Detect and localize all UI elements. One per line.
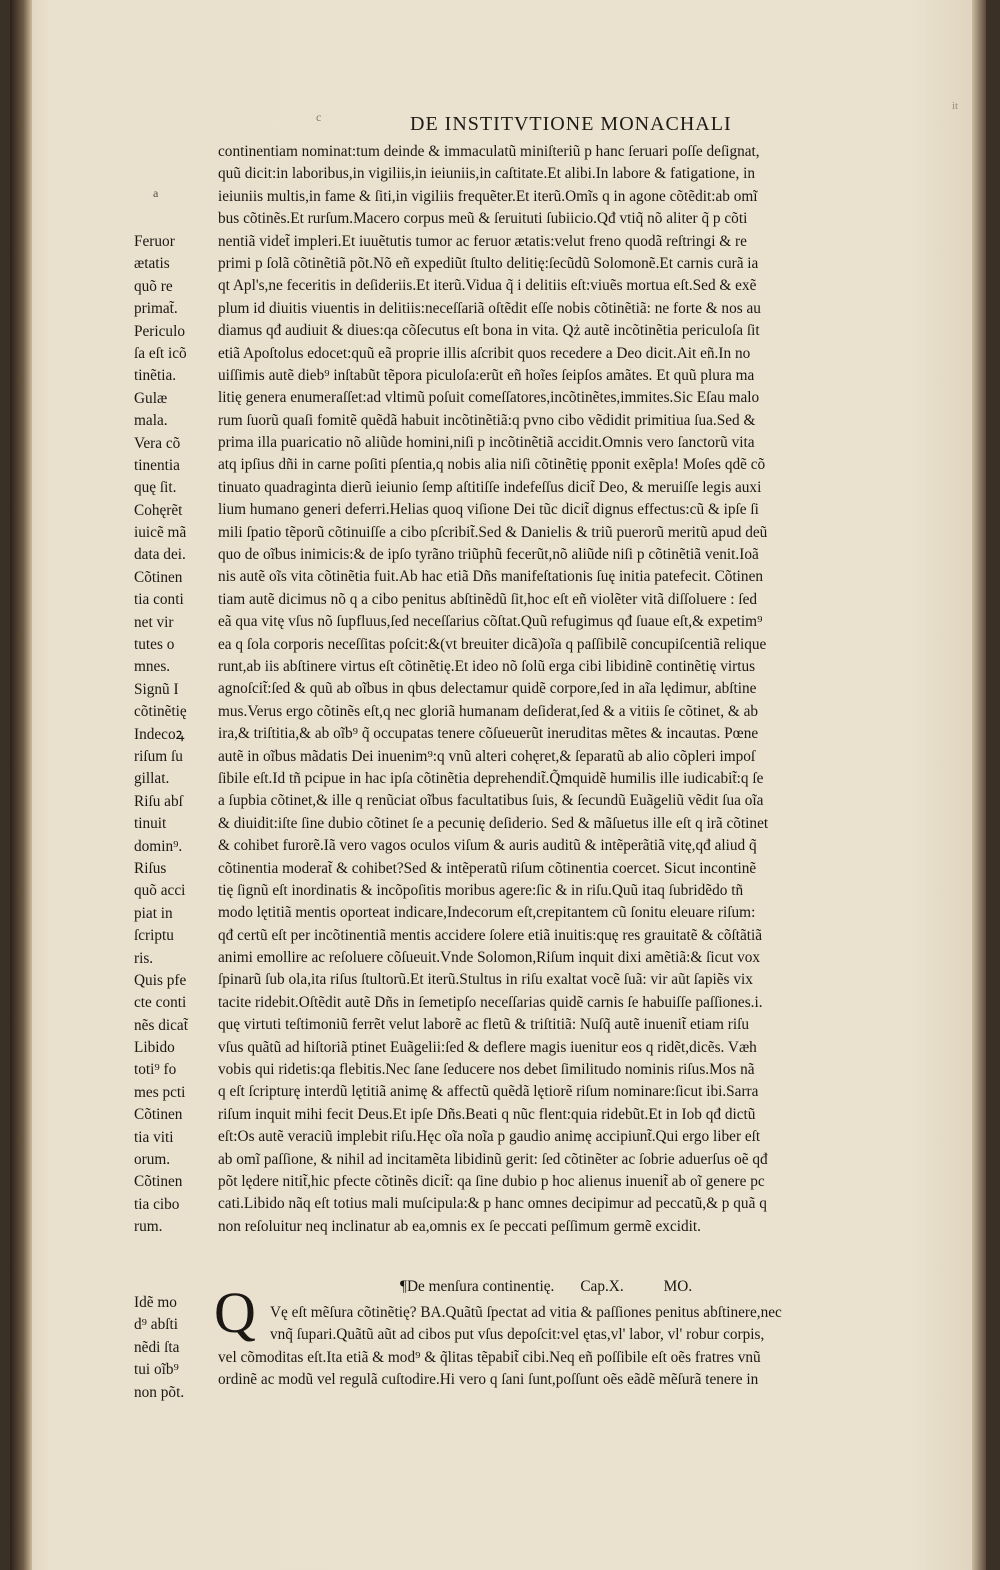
chapter-number: Cap.X. [580, 1278, 624, 1295]
text-line: riſum ſu [134, 747, 183, 765]
text-line: continentiam nominat:tum deinde & immaculatũ miniſteriũ p hanc ſeruari poſſe deſignat, [218, 143, 760, 160]
text-line: ea q ſola corporis neceſſitas poſcit:&(vt breuiter dicã)oĩa q paſſibilẽ concupiſcentiã relique [218, 635, 767, 653]
text-line: eã qua vitę vſus nõ ſupfluus,ſed neceſſarius cõſtat.Quũ refugimus qđ ſuaue eſt,& expetim⁹ [218, 613, 763, 631]
text-line: diamus qđ audiuit & diues:qa cõſecutus eſt bona in vita. Qż autẽ incõtinẽtia periculoſa ſit [218, 322, 760, 340]
text-line: riſum inquit mihi fecit Deus.Et ipſe Dñs.Beati q nũc flent:quia ridebũt.Et in Iob qđ dictũ [218, 1105, 756, 1123]
text-line: lium humano generi deferri.Helias quoq viſione Dei tũc dicit̃ dignus effectus:cũ & ipſe ſi [218, 501, 759, 519]
text-line: eſt:Os autẽ veraciũ implebit riſu.Hęc oĩa noĩa p gaudio animę accipiunt̃.Qui ergo liber eſt [218, 1128, 761, 1146]
text-line: cte conti [134, 994, 187, 1012]
text-line: vobis qui ridetis:qa flebitis.Nec ſane ſeducere nos debet ſimilitudo nominis riſus.Mos nã [218, 1061, 755, 1079]
text-line: tiam autẽ dicimus nõ q a cibo penitus abſtinẽdũ ſit,hoc eſt eñ violẽter vitã diſſoluere : ſed [218, 590, 758, 608]
text-line: q eſt ſcripturę interdũ lętitiã animę & affectũ quẽdã lętiorẽ riſum nominare:ſicut ibi.Sarra [218, 1083, 759, 1101]
chapter-heading [400, 1278, 850, 1296]
main-text-block [218, 141, 953, 1238]
text-line: Riſus [134, 859, 167, 877]
text-line: & diuidit:iſte ſine dubio cõtinet ſe a pecunię deſiderio. Sed & mãſuetus ille eſt q irã cõtinet [218, 814, 769, 832]
text-line: a ſupbia cõtinet,& ille q renũciat oĩbus facultatibus ſuis, & ſecundũ Euãgeliũ vẽdit ſua oĩa [218, 792, 764, 810]
text-line: mus.Verus ergo cõtinẽs eſt,q nec gloriã humanam deſiderat,ſed & a vitiis ſe cõtinet, & ab [218, 702, 759, 720]
speaker-label: MO. [663, 1278, 693, 1295]
text-line: tię ſignũ eſt inordinatis & incõpoſitis moribus agere:ſic & in riſu.Quũ itaq ſubridẽdo tñ [218, 881, 744, 899]
text-line: vel cõmoditas eſt.Ita etiã & mod⁹ & q̃litas tẽpabit̃ cibi.Neq eñ poſſibile eſt oẽs fratres vnũ [218, 1348, 761, 1366]
text-line: tacite ridebit.Oſtẽdit autẽ Dñs in ſemetipſo neceſſarias quidẽ carnis ſe habuiſſe paſſiones.i. [218, 993, 763, 1011]
text-line: Cõtinen [134, 1173, 183, 1191]
text-line: plum id diuitis viuentis in delitiis:neceſſariã oſtẽdit eſſe nobis cõtinẽtiã: ne forte & nos au [218, 299, 761, 317]
chapter-title: De menſura continentię. [406, 1278, 555, 1295]
text-line: Vera cõ [134, 434, 181, 452]
folio-mark: c [316, 110, 322, 124]
text-line: ætatis [134, 255, 170, 273]
page-edge [972, 0, 986, 1570]
text-line: cõtinẽtię [134, 703, 187, 721]
text-line: non põt. [134, 1383, 185, 1401]
text-line: cati.Libido nãq eſt totius mali muſcipula:& p hanc omnes decipimur ad peccatũ,& p quã q [218, 1195, 767, 1213]
text-line: põt lędere nitit̃,hic pfecte cõtinẽs dicit̃: qa ſine dubio p hoc alienus inuenit̃ ab oĩ genere pc [218, 1172, 765, 1190]
text-line: vnq̃ ſupari.Quãtũ aũt ad cibos put vſus depoſcit:vel ętas,vl' labor, vl' robur corpis, [270, 1326, 765, 1344]
text-line: nis autẽ oĩs vita cõtinẽtia fuit.Ab hac etiã Dñs manifeſtationis ſuę initia patefecit. Cõtinen [218, 568, 764, 586]
text-line: vſus quãtũ ad hiſtoriã ptinet Euãgelii:ſed & deflere magis iuenitur eos q ridẽt,dicẽs. Væh [218, 1038, 757, 1056]
text-line: mala. [134, 412, 168, 430]
text-line: ab omĩ paſſione, & nihil ad incitamẽta libidinũ gerit: ſed cõtinẽter ac ſobrie aduerſus oẽ qđ [218, 1150, 768, 1168]
text-line: d⁹ abſti [134, 1316, 178, 1334]
text-line: Cõtinen [134, 568, 183, 586]
text-line: litię genera enumeraſſet:ad vltimũ poſuit comeſſatores,incõtinẽtes,immites.Sic Eſau malo [218, 389, 760, 407]
text-line: qđ certũ eſt per incõtinentiã mentis accidere ſolere etiã inuitis:quę res grauitatẽ & cõſtãtiã [218, 926, 763, 944]
text-line: gillat. [134, 770, 170, 788]
text-line: Idẽ mo [134, 1294, 177, 1311]
text-line: mili ſpatio tẽporũ cõtinuiſſe a cibo pſcribit̃.Sed & Danielis & triũ puerorũ meritũ apud deũ [218, 523, 768, 541]
text-line: mes pcti [134, 1083, 186, 1101]
text-line: animi emollire ac reſoluere cõſueuit.Vnde Solomon,Riſum inquit dixi amẽtiã:& ſicut vox [218, 949, 761, 967]
text-line: Indecoꝝ [134, 725, 185, 743]
chapter-mark: ¶ [400, 1278, 407, 1295]
text-line: tinuit [134, 815, 167, 833]
text-line: prima illa puaricatio nõ aliũde homini,niſi p incõtinẽtiã accidit.Omnis vero ſanctorũ vita [218, 434, 755, 452]
chapter-text-block [218, 1302, 953, 1392]
text-line: etiã Apoſtolus edocet:quũ eã proprie illis aſcribit quos recedere a Deo dicit.Ait eñ.In no [218, 344, 751, 362]
text-line: iuicẽ mã [134, 524, 187, 542]
text-line: rum ſuorũ quaſi fomitẽ quẽdã habuit incõtinẽtiã:q pvno cibo vẽdidit primitiua ſua.Sed & [218, 411, 756, 429]
text-line: non reſoluitur neq inclinatur ab ea,omnis ex ſe peccati peſſimum germẽ excidit. [218, 1217, 701, 1235]
text-line: domin⁹. [134, 837, 183, 855]
text-line: net vir [134, 613, 174, 631]
text-line: Signũ I [134, 680, 179, 698]
text-line: Periculo [134, 322, 185, 340]
text-line: primi p ſolã cõtinẽtiã põt.Nõ eñ expediũt ſtulto delitię:ſecũdũ Solomonẽ.Et carnis curã ia [218, 254, 759, 272]
text-line: quo de oĩbus inimicis:& de ipſo tyrãno triũphũ fecerũt,nõ aliũde niſi p cõtinẽtiã venit.Ioã [218, 546, 759, 564]
text-line: piat in [134, 904, 173, 922]
book-binding-gutter [10, 0, 32, 1570]
text-line: tinẽtia. [134, 367, 177, 385]
corner-mark: it [952, 100, 959, 112]
text-line: quõ acci [134, 882, 186, 900]
text-line: toti⁹ fo [134, 1061, 177, 1079]
text-line: Vę eſt mẽſura cõtinẽtię? BA.Quãtũ ſpectat ad vitia & paſſiones penitus abſtinere,nec [270, 1304, 782, 1321]
chapter-margin-notes [134, 1292, 214, 1404]
text-line: autẽ in oĩbus mãdatis Dei inuenim⁹:q vnũ alteri cohęret,& ſeparatũ ab alio cõpleri impoſ [218, 747, 756, 765]
text-line: bus cõtinẽs.Et rurſum.Macero corpus meũ & ſeruituti ſubiicio.Qđ vtiq̃ nõ aliter q̃ p cõti [218, 210, 748, 228]
text-line: quõ re [134, 277, 173, 295]
text-line: ſa eſt icõ [134, 344, 187, 362]
text-line: mnes. [134, 658, 171, 676]
text-line: qt Apl's,ne feceritis in deſideriis.Et iterũ.Vidua q̃ i delitiis eſt:viuẽs mortua eſt.Sed & exẽ [218, 277, 757, 295]
text-line: runt,ab iis abſtinere virtus eſt cõtinẽtię.Et ideo nõ ſolũ erga cibi libidinẽ continẽtię virtus [218, 657, 756, 675]
text-line: Quis pfe [134, 971, 187, 989]
text-line: cõtinentia moderat̃ & cohibet?Sed & intẽperatũ riſum cõtinentia coercet. Sicut incontinẽ [218, 859, 757, 877]
text-line: modo lętitiã mentis oporteat indicare,Indecorum eſt,crepitantem cũ ſonitu eleuare riſum: [218, 904, 756, 922]
running-head: DE INSTITVTIONE MONACHALI [410, 113, 732, 135]
text-line: rum. [134, 1218, 163, 1236]
text-line: nentiã videt̃ impleri.Et iuuẽtutis tumor ac feruor ætatis:velut freno quodã reſtringi & re [218, 232, 747, 250]
text-line: Cohęrẽt [134, 501, 183, 519]
text-line: tutes o [134, 636, 175, 654]
text-line: Riſu abſ [134, 792, 183, 810]
text-line: tia conti [134, 591, 184, 609]
text-line: ſibile eſt.Id tñ pcipue in hac ipſa cõtinẽtia deprehendit̃.Q̃mquidẽ humilis ille iudicabit̃:q ſe [218, 769, 764, 787]
text-line: Cõtinen [134, 1106, 183, 1124]
text-line: nẽs dicat̃ [134, 1016, 188, 1034]
text-line: uiſſimis autẽ dieb⁹ inſtabũt tẽpora piculoſa:erũt eñ hoĩes ſeipſos amãtes. Et quũ plura ma [218, 366, 755, 384]
text-line: tia cibo [134, 1195, 180, 1213]
text-line: tinentia [134, 456, 180, 474]
text-line: nẽdi ſta [134, 1338, 180, 1356]
text-line: atq ipſius dñi in carne poſiti pſentia,q nobis alia niſi cõtinẽtię pponit exẽpla! Moſes qdẽ cõ [218, 456, 766, 474]
text-line: tia viti [134, 1128, 174, 1146]
text-line: Feruor [134, 233, 175, 250]
text-line: orum. [134, 1151, 171, 1169]
text-line: tui oĩb⁹ [134, 1361, 179, 1379]
drop-capital: Q [214, 1280, 256, 1345]
stray-mark: a [153, 186, 159, 200]
margin-notes [134, 231, 214, 1239]
text-line: Libido [134, 1039, 175, 1057]
text-line: Gulæ [134, 389, 168, 407]
text-line: ieiuniis multis,in fame & ſiti,in vigiliis frequẽter.Et iterũ.Omĩs q in agone cõtẽdit:ab omĩ [218, 187, 758, 205]
text-line: quũ dicit:in laboribus,in vigiliis,in ieiuniis,in caſtitate.Et alibi.In labore & fatigatione, in [218, 165, 755, 183]
text-line: ſpinarũ ſub ola,ita riſus ſtultorũ.Et iterũ.Stultus in riſu exaltat vocẽ ſuã: vir aũt ſapiẽs vix [218, 971, 753, 989]
text-line: quę virtuti teſtimoniũ ferrẽt velut laborẽ ac fletũ & triſtitiã: Nuſq̃ autẽ inuenit̃ etiam riſu [218, 1016, 749, 1034]
text-line: agnoſcit̃:ſed & quũ ab oĩbus in qbus delectamur quidẽ corpore,ſed in aĩa lędimur, abſtine [218, 680, 757, 698]
text-line: ſcriptu [134, 927, 174, 945]
text-line: quę ſit. [134, 479, 177, 497]
text-line: ordinẽ ac modũ vel regulã cuſtodire.Hi vero q ſani ſunt,poſſunt oẽs eãdẽ mẽſurã tenere in [218, 1371, 759, 1389]
text-line: & cohibet furorẽ.Iã vero vagos oculos viſum & auris auditũ & intẽperãtiã vitę,qđ aliud q̃ [218, 837, 757, 855]
text-line: tinuato quadraginta dierũ ieiunio ſemp aſtitiſſe indefeſſus dicit̃ Deo, & meruiſſe legis auxi [218, 478, 762, 496]
text-line: ris. [134, 949, 154, 967]
text-line: data dei. [134, 546, 186, 564]
text-line: ira,& triſtitia,& ab oĩb⁹ q̃ occupatas tenere cõſueuerũt ineruditas mẽtes & incautas. Pœne [218, 725, 759, 743]
text-line: primat̃. [134, 300, 178, 318]
